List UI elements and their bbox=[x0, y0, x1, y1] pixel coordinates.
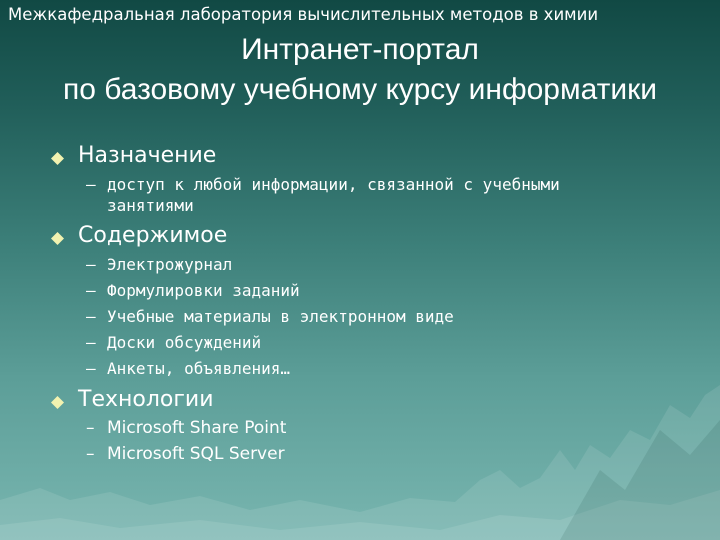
diamond-bullet-icon bbox=[51, 232, 64, 245]
list-item: занятиями bbox=[107, 196, 194, 215]
list-item: Анкеты, объявления… bbox=[107, 359, 291, 378]
dash-icon: – bbox=[86, 307, 96, 326]
list-item: Учебные материалы в электронном виде bbox=[107, 307, 454, 326]
section-title-content: Содержимое bbox=[78, 223, 228, 248]
section-title-purpose: Назначение bbox=[78, 143, 217, 168]
dash-icon: – bbox=[86, 444, 95, 464]
list-item: Электрожурнал bbox=[107, 255, 233, 274]
slide-title-line-2: по базовому учебному курсу информатики bbox=[62, 73, 658, 106]
dash-icon: – bbox=[86, 281, 96, 300]
list-item: Доски обсуждений bbox=[107, 333, 262, 352]
list-item: доступ к любой информации, связанной с учебными bbox=[107, 175, 560, 194]
list-item: Microsoft SQL Server bbox=[107, 444, 285, 464]
dash-icon: – bbox=[86, 175, 96, 194]
diamond-bullet-icon bbox=[51, 396, 64, 409]
header-text: Межкафедральная лаборатория вычислительных методов в химии bbox=[8, 5, 599, 24]
dash-icon: – bbox=[86, 255, 96, 274]
diamond-bullet-icon bbox=[51, 152, 64, 165]
list-item: Microsoft Share Point bbox=[107, 418, 287, 438]
section-title-technologies: Технологии bbox=[78, 387, 214, 412]
dash-icon: – bbox=[86, 359, 96, 378]
list-item: Формулировки заданий bbox=[107, 281, 300, 300]
dash-icon: – bbox=[86, 418, 95, 438]
dash-icon: – bbox=[86, 333, 96, 352]
slide-title-line-1: Интранет-портал bbox=[241, 33, 479, 66]
